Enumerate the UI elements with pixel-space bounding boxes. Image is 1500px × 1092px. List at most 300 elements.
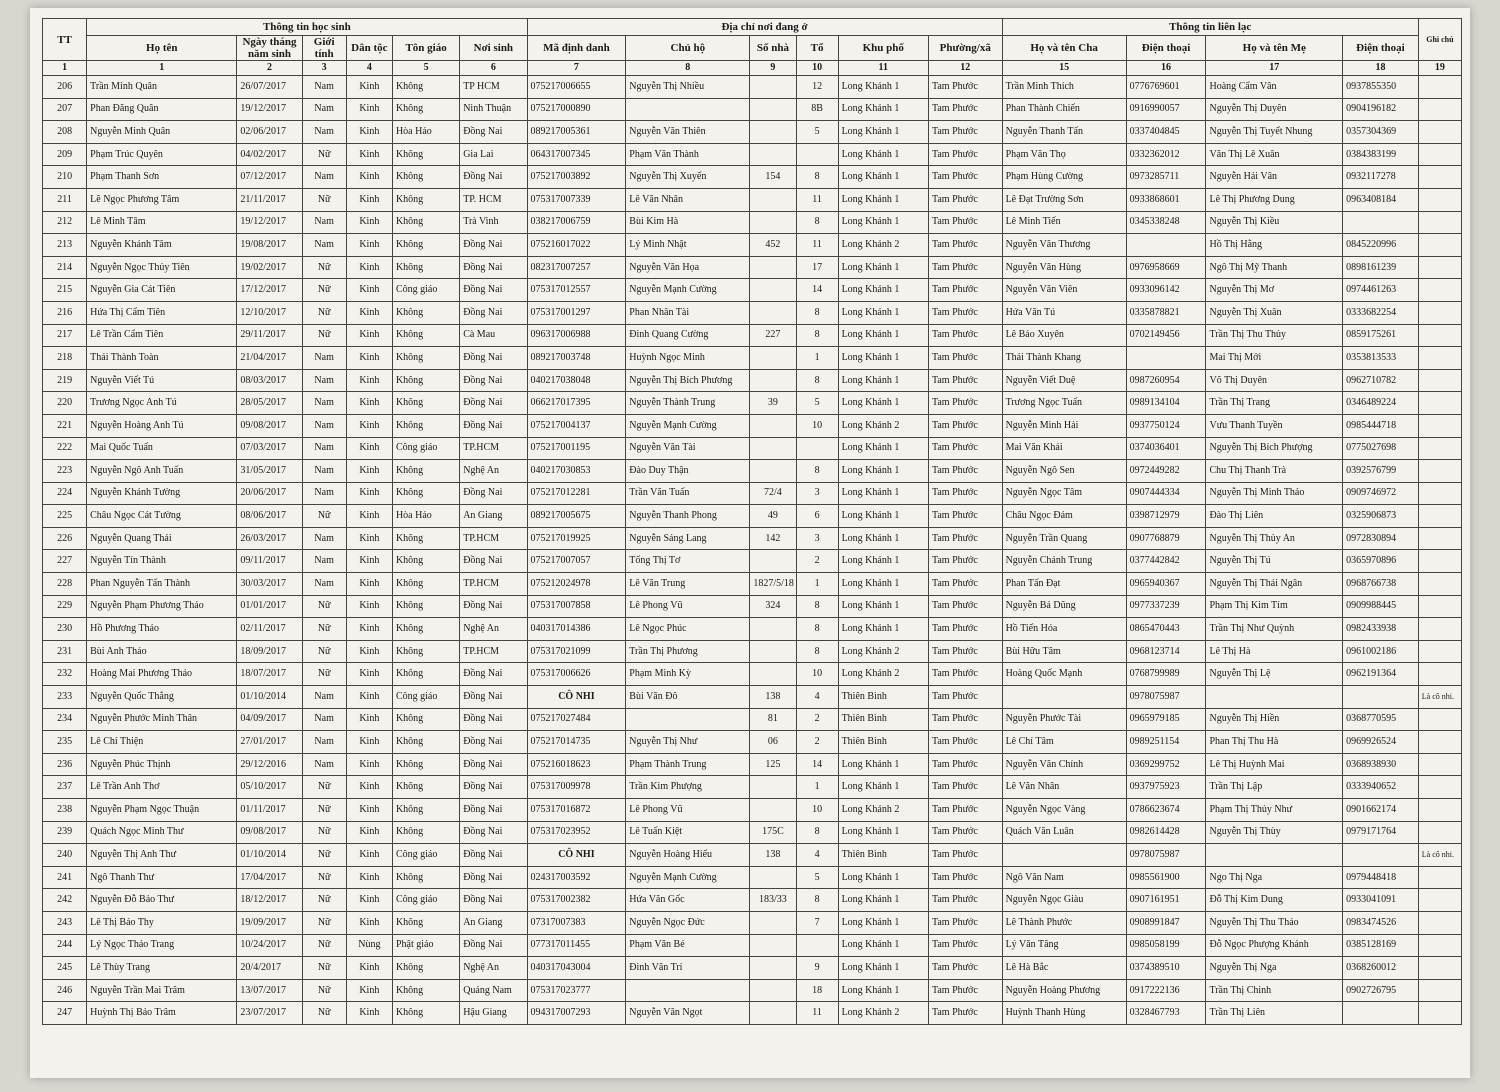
table-cell: 207 bbox=[43, 98, 87, 121]
table-cell: Long Khánh 1 bbox=[838, 618, 928, 641]
table-cell: 0333940652 bbox=[1343, 776, 1419, 799]
table-cell: 2 bbox=[796, 550, 838, 573]
table-cell: 0346489224 bbox=[1343, 392, 1419, 415]
table-cell: Thiên Bình bbox=[838, 844, 928, 867]
table-cell: 237 bbox=[43, 776, 87, 799]
table-cell: 075217014735 bbox=[527, 731, 626, 754]
col-notes: Ghi chú bbox=[1418, 19, 1461, 61]
table-cell: 8 bbox=[796, 211, 838, 234]
table-cell: Không bbox=[392, 821, 459, 844]
table-cell: Trần Minh Thích bbox=[1002, 76, 1126, 99]
table-cell: Nguyễn Thị Duyên bbox=[1206, 98, 1343, 121]
table-cell: 0904196182 bbox=[1343, 98, 1419, 121]
table-cell: Nguyễn Thị Nga bbox=[1206, 957, 1343, 980]
table-cell: Long Khánh 1 bbox=[838, 505, 928, 528]
table-row bbox=[43, 188, 1462, 211]
col-number: 17 bbox=[1206, 61, 1343, 76]
table-cell: 0353813533 bbox=[1343, 347, 1419, 370]
table-cell: 0332362012 bbox=[1126, 143, 1206, 166]
table-row bbox=[43, 369, 1462, 392]
table-cell bbox=[750, 347, 796, 370]
table-cell: 1 bbox=[796, 573, 838, 596]
table-cell: Kinh bbox=[346, 369, 392, 392]
col-birthplace: Nơi sinh bbox=[460, 36, 527, 61]
table-cell: Tam Phước bbox=[928, 889, 1002, 912]
table-row bbox=[43, 776, 1462, 799]
table-cell: Nam bbox=[302, 211, 346, 234]
table-cell bbox=[1418, 663, 1461, 686]
table-cell: Nguyễn Thanh Tấn bbox=[1002, 121, 1126, 144]
table-row bbox=[43, 934, 1462, 957]
table-cell: Nữ bbox=[302, 979, 346, 1002]
table-cell bbox=[750, 550, 796, 573]
table-row bbox=[43, 686, 1462, 709]
table-cell: 14 bbox=[796, 279, 838, 302]
table-cell: Nữ bbox=[302, 143, 346, 166]
table-cell: 07/03/2017 bbox=[237, 437, 302, 460]
table-cell: Tam Phước bbox=[928, 98, 1002, 121]
table-cell: Không bbox=[392, 98, 459, 121]
table-cell: 075217004137 bbox=[527, 414, 626, 437]
table-cell: 245 bbox=[43, 957, 87, 980]
table-cell: Võ Thị Duyên bbox=[1206, 369, 1343, 392]
table-cell: 231 bbox=[43, 640, 87, 663]
table-cell: Long Khánh 1 bbox=[838, 369, 928, 392]
table-cell: Lê Phong Vũ bbox=[626, 799, 750, 822]
table-cell: 19/02/2017 bbox=[237, 256, 302, 279]
table-cell: Phạm Văn Thọ bbox=[1002, 143, 1126, 166]
table-cell: Không bbox=[392, 392, 459, 415]
table-cell bbox=[1418, 256, 1461, 279]
table-cell: Lê Tuấn Kiệt bbox=[626, 821, 750, 844]
table-cell: Long Khánh 1 bbox=[838, 256, 928, 279]
table-cell: Tam Phước bbox=[928, 957, 1002, 980]
table-cell: 0901662174 bbox=[1343, 799, 1419, 822]
table-cell: Đồng Nai bbox=[460, 234, 527, 257]
table-cell: Nữ bbox=[302, 324, 346, 347]
table-cell: 066217017395 bbox=[527, 392, 626, 415]
table-cell: Không bbox=[392, 979, 459, 1002]
table-cell: An Giang bbox=[460, 911, 527, 934]
table-cell: Tam Phước bbox=[928, 911, 1002, 934]
table-cell: Lê Đạt Trường Sơn bbox=[1002, 188, 1126, 211]
table-cell: 0369299752 bbox=[1126, 753, 1206, 776]
table-cell: 8 bbox=[796, 889, 838, 912]
table-cell: 0328467793 bbox=[1126, 1002, 1206, 1025]
table-cell: Tam Phước bbox=[928, 234, 1002, 257]
col-number: 1 bbox=[87, 61, 237, 76]
table-cell: 0909988445 bbox=[1343, 595, 1419, 618]
table-cell bbox=[750, 369, 796, 392]
table-cell: 075216018623 bbox=[527, 753, 626, 776]
table-cell: Tam Phước bbox=[928, 573, 1002, 596]
table-row bbox=[43, 301, 1462, 324]
table-cell: TP.HCM bbox=[460, 437, 527, 460]
table-cell: 02/11/2017 bbox=[237, 618, 302, 641]
table-cell: 0337404845 bbox=[1126, 121, 1206, 144]
table-cell: 0968123714 bbox=[1126, 640, 1206, 663]
table-cell: 075217019925 bbox=[527, 527, 626, 550]
table-cell: Huỳnh Thanh Hùng bbox=[1002, 1002, 1126, 1025]
table-cell: Nguyễn Phước Tài bbox=[1002, 708, 1126, 731]
table-cell: Nam bbox=[302, 731, 346, 754]
table-cell: 219 bbox=[43, 369, 87, 392]
table-cell: Nguyễn Hải Vân bbox=[1206, 166, 1343, 189]
table-cell: 227 bbox=[43, 550, 87, 573]
table-cell: 0972449282 bbox=[1126, 460, 1206, 483]
table-cell: 0933096142 bbox=[1126, 279, 1206, 302]
table-cell: Không bbox=[392, 460, 459, 483]
table-cell: Huỳnh Thị Bảo Trâm bbox=[87, 1002, 237, 1025]
table-cell: Nguyễn Phạm Ngọc Thuận bbox=[87, 799, 237, 822]
table-cell: 0385128169 bbox=[1343, 934, 1419, 957]
table-cell: Nguyễn Thị Như bbox=[626, 731, 750, 754]
table-cell: Nguyễn Thành Trung bbox=[626, 392, 750, 415]
table-cell: Phạm Văn Thành bbox=[626, 143, 750, 166]
table-cell: 0384383199 bbox=[1343, 143, 1419, 166]
table-cell bbox=[1418, 188, 1461, 211]
table-cell: Tam Phước bbox=[928, 414, 1002, 437]
table-cell: Không bbox=[392, 76, 459, 99]
table-cell: 075317023777 bbox=[527, 979, 626, 1002]
table-cell: Công giáo bbox=[392, 686, 459, 709]
table-cell: Lê Ngọc Phúc bbox=[626, 618, 750, 641]
table-cell: Long Khánh 1 bbox=[838, 392, 928, 415]
table-cell: Trần Thị Như Quỳnh bbox=[1206, 618, 1343, 641]
table-cell: 30/03/2017 bbox=[237, 573, 302, 596]
table-cell: Đỗ Thị Kim Dung bbox=[1206, 889, 1343, 912]
col-number: 12 bbox=[928, 61, 1002, 76]
col-number: 3 bbox=[302, 61, 346, 76]
table-cell: 0982614428 bbox=[1126, 821, 1206, 844]
table-cell: 0937750124 bbox=[1126, 414, 1206, 437]
table-cell: Lý Văn Tăng bbox=[1002, 934, 1126, 957]
col-house: Số nhà bbox=[750, 36, 796, 61]
table-cell: 0962710782 bbox=[1343, 369, 1419, 392]
table-cell: Không bbox=[392, 799, 459, 822]
table-cell: Tam Phước bbox=[928, 663, 1002, 686]
table-cell: 01/11/2017 bbox=[237, 799, 302, 822]
table-cell: 0969926524 bbox=[1343, 731, 1419, 754]
table-cell: 0845220996 bbox=[1343, 234, 1419, 257]
table-cell: Nguyễn Thị Xuân bbox=[1206, 301, 1343, 324]
table-cell bbox=[750, 1002, 796, 1025]
table-cell bbox=[1206, 686, 1343, 709]
table-cell: Nguyễn Phạm Phương Thảo bbox=[87, 595, 237, 618]
table-cell: 04/09/2017 bbox=[237, 708, 302, 731]
table-row bbox=[43, 911, 1462, 934]
table-cell: Nguyễn Văn Tài bbox=[626, 437, 750, 460]
column-number-row bbox=[43, 61, 1462, 76]
table-cell: Nguyễn Thị Minh Thảo bbox=[1206, 482, 1343, 505]
table-cell bbox=[796, 437, 838, 460]
table-cell: 075317016872 bbox=[527, 799, 626, 822]
table-cell: 20/4/2017 bbox=[237, 957, 302, 980]
table-cell: Nguyễn Trần Mai Trâm bbox=[87, 979, 237, 1002]
table-cell: Lê Trần Cẩm Tiên bbox=[87, 324, 237, 347]
table-cell: 0907444334 bbox=[1126, 482, 1206, 505]
table-cell bbox=[1418, 505, 1461, 528]
table-cell: Lê Chí Thiện bbox=[87, 731, 237, 754]
table-cell: Kinh bbox=[346, 708, 392, 731]
table-cell: 10 bbox=[796, 414, 838, 437]
table-cell bbox=[1206, 844, 1343, 867]
table-cell: 0357304369 bbox=[1343, 121, 1419, 144]
col-number: 4 bbox=[346, 61, 392, 76]
table-cell: 11 bbox=[796, 234, 838, 257]
table-cell: Đồng Nai bbox=[460, 550, 527, 573]
table-cell: Ngô Thị Mỹ Thanh bbox=[1206, 256, 1343, 279]
table-cell: 1827/5/18 bbox=[750, 573, 796, 596]
table-cell: Kinh bbox=[346, 143, 392, 166]
table-cell: Lê Bảo Xuyên bbox=[1002, 324, 1126, 347]
table-row bbox=[43, 731, 1462, 754]
table-cell: 209 bbox=[43, 143, 87, 166]
group-student-info: Thông tin học sinh bbox=[87, 19, 527, 36]
table-cell: 038217006759 bbox=[527, 211, 626, 234]
table-cell: 183/33 bbox=[750, 889, 796, 912]
table-cell: Nguyễn Hoàng Hiếu bbox=[626, 844, 750, 867]
table-cell bbox=[750, 437, 796, 460]
table-cell bbox=[1418, 301, 1461, 324]
table-cell: 0333682254 bbox=[1343, 301, 1419, 324]
table-cell: 8 bbox=[796, 324, 838, 347]
table-cell: 0916990057 bbox=[1126, 98, 1206, 121]
table-cell: Tam Phước bbox=[928, 1002, 1002, 1025]
table-cell: Hứa Thị Cẩm Tiên bbox=[87, 301, 237, 324]
table-cell bbox=[750, 188, 796, 211]
table-cell: Nguyễn Ngọc Vàng bbox=[1002, 799, 1126, 822]
table-cell: 2 bbox=[796, 708, 838, 731]
table-row bbox=[43, 460, 1462, 483]
table-row bbox=[43, 573, 1462, 596]
table-cell: Đồng Nai bbox=[460, 301, 527, 324]
table-cell: 08/06/2017 bbox=[237, 505, 302, 528]
table-cell: Tam Phước bbox=[928, 753, 1002, 776]
table-cell: 075217007057 bbox=[527, 550, 626, 573]
table-cell: 8 bbox=[796, 618, 838, 641]
table-cell: Kinh bbox=[346, 663, 392, 686]
table-cell: 8 bbox=[796, 595, 838, 618]
table-cell: 0377442842 bbox=[1126, 550, 1206, 573]
table-cell: Kinh bbox=[346, 482, 392, 505]
table-cell: 094317007293 bbox=[527, 1002, 626, 1025]
table-cell: Nguyễn Viết Tú bbox=[87, 369, 237, 392]
table-cell: Tam Phước bbox=[928, 437, 1002, 460]
table-cell: Nguyễn Thị Hiền bbox=[1206, 708, 1343, 731]
table-cell: Kinh bbox=[346, 1002, 392, 1025]
table-cell: 09/08/2017 bbox=[237, 821, 302, 844]
table-cell: Không bbox=[392, 957, 459, 980]
table-cell: 096317006988 bbox=[527, 324, 626, 347]
table-cell: Nguyễn Hoàng Anh Tú bbox=[87, 414, 237, 437]
table-cell: 206 bbox=[43, 76, 87, 99]
table-cell: Nguyễn Ngọc Giàu bbox=[1002, 889, 1126, 912]
table-cell: Kinh bbox=[346, 437, 392, 460]
table-cell: 024317003592 bbox=[527, 866, 626, 889]
table-cell: Tam Phước bbox=[928, 618, 1002, 641]
table-cell: Nguyễn Ngọc Tâm bbox=[1002, 482, 1126, 505]
table-cell: 0962191364 bbox=[1343, 663, 1419, 686]
table-cell: 01/01/2017 bbox=[237, 595, 302, 618]
table-cell: Không bbox=[392, 663, 459, 686]
table-cell bbox=[1418, 166, 1461, 189]
table-cell: TP.HCM bbox=[460, 527, 527, 550]
table-row bbox=[43, 979, 1462, 1002]
table-cell: Long Khánh 2 bbox=[838, 414, 928, 437]
table-cell: TP.HCM bbox=[460, 640, 527, 663]
table-cell: Phan Nhân Tài bbox=[626, 301, 750, 324]
table-cell: 8 bbox=[796, 460, 838, 483]
table-cell: 31/05/2017 bbox=[237, 460, 302, 483]
table-cell: Nữ bbox=[302, 866, 346, 889]
table-cell: Châu Ngọc Đảm bbox=[1002, 505, 1126, 528]
table-cell: 0985444718 bbox=[1343, 414, 1419, 437]
table-cell: Long Khánh 1 bbox=[838, 753, 928, 776]
table-cell: 089217005361 bbox=[527, 121, 626, 144]
table-cell: 221 bbox=[43, 414, 87, 437]
table-cell: 14 bbox=[796, 753, 838, 776]
table-cell: Nguyễn Thị Tú bbox=[1206, 550, 1343, 573]
table-cell: 214 bbox=[43, 256, 87, 279]
table-cell: Long Khánh 2 bbox=[838, 640, 928, 663]
table-cell: Lê Văn Trung bbox=[626, 573, 750, 596]
table-cell: Tam Phước bbox=[928, 301, 1002, 324]
table-cell: 226 bbox=[43, 527, 87, 550]
table-row bbox=[43, 618, 1462, 641]
table-row bbox=[43, 753, 1462, 776]
table-cell: Lê Thị Huỳnh Mai bbox=[1206, 753, 1343, 776]
table-row bbox=[43, 76, 1462, 99]
table-cell: Trần Thị Liên bbox=[1206, 1002, 1343, 1025]
table-cell: Lê Minh Tiến bbox=[1002, 211, 1126, 234]
table-cell: Lý Minh Nhật bbox=[626, 234, 750, 257]
table-cell: 0898161239 bbox=[1343, 256, 1419, 279]
table-cell: Nguyễn Phước Minh Thân bbox=[87, 708, 237, 731]
table-cell: Nguyễn Ngọc Thủy Tiên bbox=[87, 256, 237, 279]
table-cell: 0937855350 bbox=[1343, 76, 1419, 99]
col-number: 1 bbox=[43, 61, 87, 76]
table-cell bbox=[1343, 1002, 1419, 1025]
table-cell: Tam Phước bbox=[928, 731, 1002, 754]
table-cell: 077317011455 bbox=[527, 934, 626, 957]
table-row bbox=[43, 234, 1462, 257]
table-cell: 125 bbox=[750, 753, 796, 776]
table-cell bbox=[750, 911, 796, 934]
table-row bbox=[43, 1002, 1462, 1025]
table-cell: 0335878821 bbox=[1126, 301, 1206, 324]
table-cell: Nữ bbox=[302, 256, 346, 279]
table-cell: 234 bbox=[43, 708, 87, 731]
table-cell: Lê Văn Nhân bbox=[626, 188, 750, 211]
table-cell: Nguyễn Thị Thái Ngân bbox=[1206, 573, 1343, 596]
col-number: 6 bbox=[460, 61, 527, 76]
table-cell: Nguyễn Ngô Anh Tuấn bbox=[87, 460, 237, 483]
table-cell: Nam bbox=[302, 369, 346, 392]
table-cell: 26/03/2017 bbox=[237, 527, 302, 550]
table-cell: Nguyễn Văn Chính bbox=[1002, 753, 1126, 776]
table-cell: Không bbox=[392, 143, 459, 166]
table-cell: Phan Thành Chiến bbox=[1002, 98, 1126, 121]
table-cell: 8 bbox=[796, 369, 838, 392]
table-cell: Kinh bbox=[346, 505, 392, 528]
table-cell: Kinh bbox=[346, 686, 392, 709]
table-cell: 211 bbox=[43, 188, 87, 211]
table-cell: Ngô Thanh Thư bbox=[87, 866, 237, 889]
table-cell bbox=[1418, 279, 1461, 302]
table-cell: 4 bbox=[796, 844, 838, 867]
table-cell: Kinh bbox=[346, 753, 392, 776]
table-cell: Nguyễn Mạnh Cường bbox=[626, 279, 750, 302]
table-cell: Phạm Thanh Sơn bbox=[87, 166, 237, 189]
table-cell: Đồng Nai bbox=[460, 392, 527, 415]
col-gender: Giới tính bbox=[302, 36, 346, 61]
table-cell: 07317007383 bbox=[527, 911, 626, 934]
table-cell: Nguyễn Ngọc Đức bbox=[626, 911, 750, 934]
table-cell: 218 bbox=[43, 347, 87, 370]
table-cell: Tam Phước bbox=[928, 256, 1002, 279]
table-cell: 10 bbox=[796, 799, 838, 822]
col-mother: Họ và tên Mẹ bbox=[1206, 36, 1343, 61]
table-cell: Nguyễn Văn Họa bbox=[626, 256, 750, 279]
table-cell: Kinh bbox=[346, 188, 392, 211]
table-cell: 0937975923 bbox=[1126, 776, 1206, 799]
table-cell: Nguyễn Khánh Tâm bbox=[87, 234, 237, 257]
table-cell: 17/04/2017 bbox=[237, 866, 302, 889]
table-row bbox=[43, 279, 1462, 302]
table-cell: 8 bbox=[796, 301, 838, 324]
table-cell: Nghệ An bbox=[460, 957, 527, 980]
table-cell bbox=[750, 414, 796, 437]
table-cell: 213 bbox=[43, 234, 87, 257]
table-cell: Đồng Nai bbox=[460, 934, 527, 957]
table-cell: Tam Phước bbox=[928, 550, 1002, 573]
table-cell: Kinh bbox=[346, 301, 392, 324]
col-name: Họ tên bbox=[87, 36, 237, 61]
table-cell: Kinh bbox=[346, 821, 392, 844]
table-cell: 075317023952 bbox=[527, 821, 626, 844]
col-number: 16 bbox=[1126, 61, 1206, 76]
group-contact: Thông tin liên lạc bbox=[1002, 19, 1418, 36]
table-cell: 138 bbox=[750, 844, 796, 867]
table-cell: 0345338248 bbox=[1126, 211, 1206, 234]
table-cell bbox=[1418, 595, 1461, 618]
table-cell: 216 bbox=[43, 301, 87, 324]
table-cell bbox=[1418, 889, 1461, 912]
table-cell: 040217030853 bbox=[527, 460, 626, 483]
table-cell: Nguyễn Ngô Sen bbox=[1002, 460, 1126, 483]
table-cell: Công giáo bbox=[392, 844, 459, 867]
table-cell bbox=[1418, 482, 1461, 505]
table-cell: Đồng Nai bbox=[460, 121, 527, 144]
table-cell: 49 bbox=[750, 505, 796, 528]
table-cell: 0961002186 bbox=[1343, 640, 1419, 663]
table-cell: Long Khánh 1 bbox=[838, 776, 928, 799]
table-cell: 12 bbox=[796, 76, 838, 99]
table-cell: Nam bbox=[302, 414, 346, 437]
table-cell: Không bbox=[392, 347, 459, 370]
table-cell: Phạm Thị Thủy Như bbox=[1206, 799, 1343, 822]
table-cell: Hậu Giang bbox=[460, 1002, 527, 1025]
table-cell: Nguyễn Thị Mơ bbox=[1206, 279, 1343, 302]
table-cell: Kinh bbox=[346, 573, 392, 596]
table-cell: 7 bbox=[796, 911, 838, 934]
header-group-row bbox=[43, 19, 1462, 36]
table-cell: Nguyễn Quang Thái bbox=[87, 527, 237, 550]
table-cell: 29/11/2017 bbox=[237, 324, 302, 347]
table-cell: Đồng Nai bbox=[460, 347, 527, 370]
table-cell: Tam Phước bbox=[928, 527, 1002, 550]
